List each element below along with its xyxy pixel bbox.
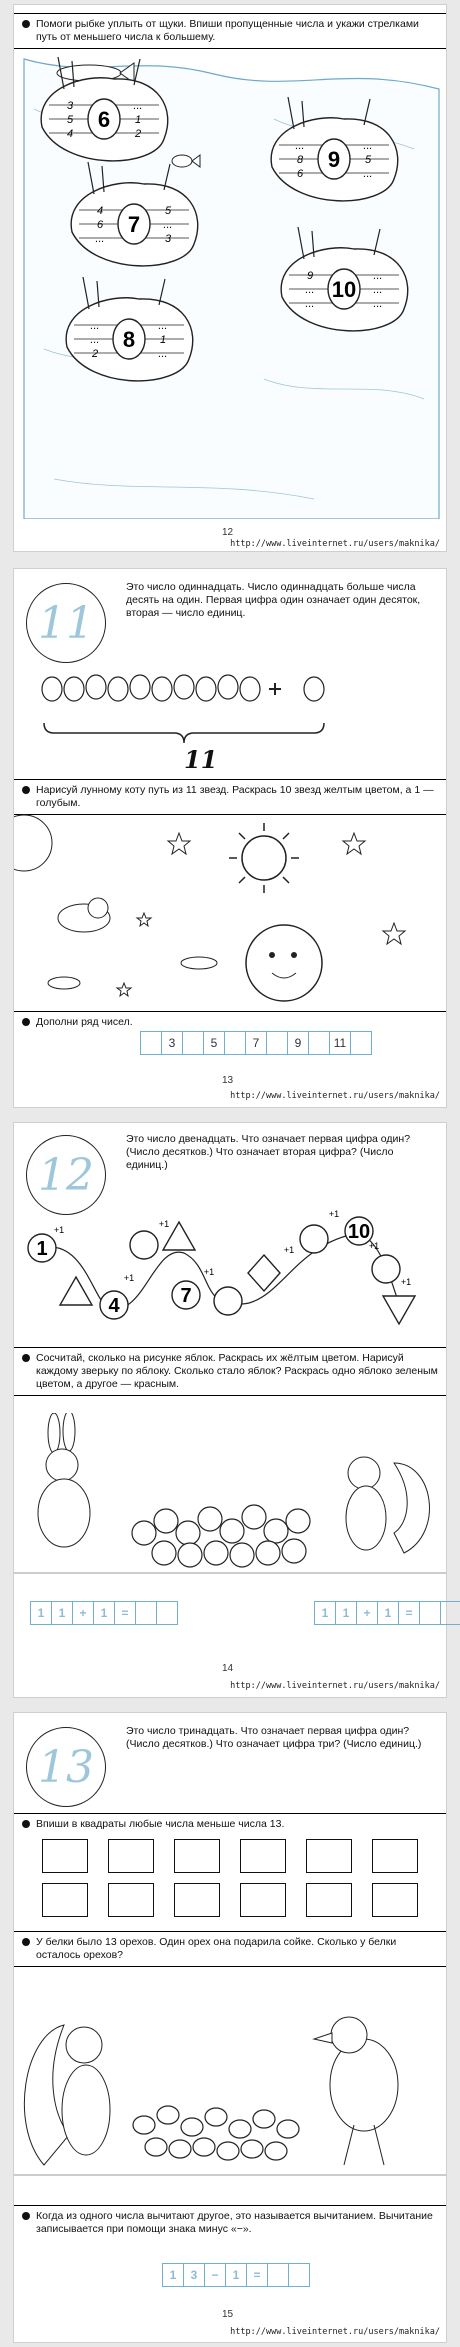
- number-sequence: [140, 1031, 372, 1055]
- space-illustration: [14, 813, 446, 1013]
- apple-icon: [230, 1543, 254, 1567]
- island-number: ...: [90, 334, 100, 346]
- island-center-number: 6: [97, 107, 111, 132]
- task-nuts-text: У белки было 13 орехов. Один орех она подарила сойке. Сколько у белки осталось орехов?: [36, 1936, 397, 1961]
- equation-cell[interactable]: [419, 1601, 440, 1625]
- answer-box[interactable]: [372, 1839, 418, 1873]
- sequence-cell[interactable]: [140, 1031, 161, 1055]
- sequence-cell[interactable]: [350, 1031, 372, 1055]
- apple-icon: [198, 1507, 222, 1531]
- task-sequence-text: Дополни ряд чисел.: [36, 1016, 133, 1028]
- sequence-cell[interactable]: [266, 1031, 287, 1055]
- island-number: 9: [306, 270, 314, 282]
- answer-boxes-row-1: [42, 1839, 418, 1873]
- plus-one-label: +1: [368, 1241, 380, 1251]
- island-number: 5: [364, 154, 372, 166]
- brace-value: 11: [184, 745, 218, 774]
- page-14: [13, 1122, 447, 1698]
- cat-astronaut-icon: [58, 898, 110, 932]
- plus-one-label: +1: [123, 1273, 135, 1283]
- chain-illustration: [14, 1193, 446, 1343]
- answer-box[interactable]: [240, 1839, 286, 1873]
- answer-box[interactable]: [306, 1839, 352, 1873]
- island: [66, 277, 193, 381]
- bullet-icon: [22, 786, 30, 794]
- bullet-icon: [22, 2212, 30, 2220]
- equation-cell[interactable]: 1: [162, 2263, 183, 2287]
- equation-cell[interactable]: 1: [377, 1601, 398, 1625]
- equation-cell[interactable]: +: [72, 1601, 93, 1625]
- task-subtraction: [14, 2205, 446, 2240]
- sequence-cell[interactable]: [224, 1031, 245, 1055]
- task-apples-text: Сосчитай, сколько на рисунке яблок. Раскрась их жёлтым цветом. Нарисуй каждому зверьку по яблоку. Сколько стало яблок? Раскрась одно яблоко зеленым цветом, а другое — красным.: [36, 1352, 438, 1390]
- apples-illustration: [14, 1413, 446, 1583]
- equation-subtraction: [162, 2263, 310, 2287]
- equation-cell[interactable]: =: [246, 2263, 267, 2287]
- island-number: ...: [158, 320, 168, 332]
- island-number: ...: [363, 140, 373, 152]
- circle-shape: [300, 1225, 328, 1253]
- equation-cell[interactable]: [135, 1601, 156, 1625]
- island-number: 1: [159, 334, 167, 346]
- plus-one-label: +1: [53, 1225, 65, 1235]
- circle-shape: [214, 1287, 242, 1315]
- task-moon-cat-text: Нарисуй лунному коту путь из 11 звезд. Раскрась 10 звезд желтым цветом, а 1 — голубым.: [36, 784, 434, 809]
- task-fish: [14, 13, 446, 49]
- island-number: 5: [164, 205, 172, 217]
- task-subtraction-text: Когда из одного числа вычитают другое, это называется вычитанием. Вычитание записывается при помощи знака минус «−».: [36, 2210, 433, 2235]
- island-number: 3: [66, 100, 74, 112]
- island-center-number: 9: [327, 147, 341, 172]
- apple-icon: [220, 1519, 244, 1543]
- island: [71, 162, 198, 266]
- brace: [44, 723, 324, 743]
- answer-box[interactable]: [174, 1839, 220, 1873]
- equation-left: [30, 1601, 178, 1625]
- equation-cell[interactable]: [440, 1601, 460, 1625]
- answer-box[interactable]: [372, 1883, 418, 1917]
- apple-icon: [178, 1543, 202, 1567]
- equation-cell[interactable]: [156, 1601, 178, 1625]
- apple-icon: [204, 1541, 228, 1565]
- big-number-12: 12: [26, 1135, 106, 1215]
- equation-cell[interactable]: +: [356, 1601, 377, 1625]
- island: [41, 57, 168, 161]
- island-number: 4: [96, 205, 104, 217]
- sequence-cell[interactable]: 7: [245, 1031, 266, 1055]
- balloons-illustration: [14, 667, 446, 759]
- nut-icon: [145, 2138, 167, 2156]
- nut-icon: [277, 2120, 299, 2138]
- nut-icon: [241, 2140, 263, 2158]
- diamond-shape: [248, 1255, 280, 1291]
- chain-number: 1: [36, 1238, 48, 1260]
- island-number: ...: [163, 219, 173, 231]
- big-number-13: 13: [26, 1727, 106, 1807]
- nut-icon: [169, 2140, 191, 2158]
- nuts: [133, 2106, 299, 2160]
- apple-icon: [256, 1541, 280, 1565]
- watermark-url: http://www.liveinternet.ru/users/maknika/: [230, 2327, 440, 2337]
- island: [281, 227, 408, 331]
- sequence-cell[interactable]: [182, 1031, 203, 1055]
- bullet-icon: [22, 1354, 30, 1362]
- intro-12: Это число двенадцать. Что означает первая цифра один? (Число десятков.) Что означает вторая цифра? (Число единиц.): [126, 1133, 411, 1171]
- bullet-icon: [22, 1938, 30, 1946]
- intro-11: Это число одиннадцать. Число одиннадцать больше числа десять на один. Первая цифра один означает один десяток, вторая — число единиц.: [126, 581, 421, 619]
- task-fish-text: Помоги рыбке уплыть от щуки. Впиши пропущенные числа и укажи стрелками путь от меньшего числа к большему.: [36, 18, 419, 43]
- page-number: 14: [222, 1663, 234, 1674]
- moon-face-icon: [246, 925, 322, 1001]
- plus-one-label: +1: [400, 1277, 412, 1287]
- answer-box[interactable]: [42, 1839, 88, 1873]
- intro-13: Это число тринадцать. Что означает первая цифра один? (Число десятков.) Что означает цифра три? (Число единиц.): [126, 1725, 422, 1750]
- triangle-shape: [60, 1277, 92, 1305]
- nut-icon: [181, 2118, 203, 2136]
- task-boxes-text: Впиши в квадраты любые числа меньше числа 13.: [36, 1818, 285, 1830]
- apple-icon: [152, 1541, 176, 1565]
- apple-icon: [132, 1521, 156, 1545]
- plus-icon: [269, 683, 281, 695]
- apples: [132, 1505, 310, 1567]
- equation-right: [314, 1601, 460, 1625]
- apple-icon: [242, 1505, 266, 1529]
- nut-icon: [253, 2110, 275, 2128]
- island-number: 2: [91, 348, 99, 360]
- island-number: 1: [134, 114, 142, 126]
- sequence-cell[interactable]: 11: [329, 1031, 350, 1055]
- island-number: 5: [66, 114, 74, 126]
- island-number: 2: [134, 128, 142, 140]
- page-12: [13, 4, 447, 552]
- island: [271, 97, 398, 201]
- ufo-icon: [48, 977, 80, 989]
- island-number: ...: [95, 233, 105, 245]
- island-number: ...: [305, 284, 315, 296]
- page-number: 13: [222, 1075, 234, 1086]
- nut-icon: [193, 2138, 215, 2156]
- island-center-number: 7: [127, 212, 141, 237]
- sun-icon: [229, 823, 299, 893]
- nut-icon: [157, 2106, 179, 2124]
- equation-cell[interactable]: 1: [314, 1601, 335, 1625]
- circle-shape: [372, 1255, 400, 1283]
- planet-icon: [14, 815, 52, 871]
- island-number: ...: [158, 348, 168, 360]
- plate-icon: [181, 957, 217, 969]
- answer-box[interactable]: [306, 1883, 352, 1917]
- answer-box[interactable]: [42, 1883, 88, 1917]
- equation-cell[interactable]: =: [114, 1601, 135, 1625]
- equation-cell[interactable]: [267, 2263, 288, 2287]
- big-number-11: 11: [26, 583, 106, 663]
- equation-cell[interactable]: 1: [225, 2263, 246, 2287]
- bullet-icon: [22, 1018, 30, 1026]
- watermark-url: http://www.liveinternet.ru/users/maknika/: [230, 1091, 440, 1101]
- squirrel-icon: [346, 1457, 429, 1553]
- island-center-number: 8: [122, 327, 136, 352]
- task-moon-cat: [14, 779, 446, 815]
- squirrel-icon: [24, 2025, 110, 2165]
- watermark-url: http://www.liveinternet.ru/users/maknika/: [230, 1681, 440, 1691]
- task-nuts: [14, 1931, 446, 1967]
- plus-one-label: +1: [158, 1219, 170, 1229]
- island-number: ...: [363, 168, 373, 180]
- equation-cell[interactable]: 1: [335, 1601, 356, 1625]
- equation-cell[interactable]: 1: [51, 1601, 72, 1625]
- nut-icon: [133, 2116, 155, 2134]
- island-center-number: 10: [331, 277, 357, 302]
- islands-layer: [14, 49, 446, 519]
- equation-cell[interactable]: 1: [30, 1601, 51, 1625]
- apple-icon: [154, 1509, 178, 1533]
- island-number: ...: [295, 140, 305, 152]
- chain-number: 4: [108, 1295, 120, 1317]
- sequence-cell[interactable]: 5: [203, 1031, 224, 1055]
- plus-one-label: +1: [328, 1209, 340, 1219]
- equation-cell[interactable]: 1: [93, 1601, 114, 1625]
- island-number: ...: [90, 320, 100, 332]
- island-number: ...: [133, 100, 143, 112]
- island-number: ...: [305, 298, 315, 310]
- island-number: 3: [164, 233, 172, 245]
- chain-number: 10: [347, 1221, 371, 1243]
- island-number: ...: [373, 270, 383, 282]
- plus-one-label: +1: [203, 1267, 215, 1277]
- answer-boxes-row-2: [42, 1883, 418, 1917]
- task-boxes: [14, 1813, 446, 1835]
- nut-icon: [229, 2120, 251, 2138]
- page-15: [13, 1712, 447, 2343]
- equation-cell[interactable]: [288, 2263, 310, 2287]
- apple-icon: [282, 1539, 306, 1563]
- sequence-cell[interactable]: 3: [161, 1031, 182, 1055]
- sequence-cell[interactable]: 9: [287, 1031, 308, 1055]
- island-number: 6: [96, 219, 104, 231]
- page-number: 12: [222, 527, 234, 538]
- answer-box[interactable]: [240, 1883, 286, 1917]
- answer-box[interactable]: [174, 1883, 220, 1917]
- apple-icon: [176, 1521, 200, 1545]
- nuts-illustration: [14, 1975, 446, 2185]
- equation-cell[interactable]: =: [398, 1601, 419, 1625]
- plus-one-label: +1: [283, 1245, 295, 1255]
- island-number: ...: [373, 284, 383, 296]
- shape-chain: [28, 1209, 415, 1324]
- island-number: 4: [66, 128, 74, 140]
- triangle-shape: [383, 1296, 415, 1324]
- apple-icon: [264, 1519, 288, 1543]
- task-apples: [14, 1347, 446, 1396]
- jay-bird-icon: [314, 2017, 398, 2165]
- rabbit-icon: [38, 1413, 90, 1547]
- nut-icon: [217, 2142, 239, 2160]
- circle-shape: [130, 1231, 158, 1259]
- island-number: 6: [296, 168, 304, 180]
- task-sequence: [14, 1011, 446, 1033]
- equation-cell[interactable]: 3: [183, 2263, 204, 2287]
- balloons: [42, 675, 324, 701]
- nut-icon: [265, 2142, 287, 2160]
- bullet-icon: [22, 20, 30, 28]
- watermark-url: http://www.liveinternet.ru/users/maknika/: [230, 539, 440, 549]
- apple-icon: [286, 1509, 310, 1533]
- answer-box[interactable]: [108, 1839, 154, 1873]
- chain-number: 7: [180, 1285, 192, 1307]
- island-number: ...: [373, 298, 383, 310]
- sequence-cell[interactable]: [308, 1031, 329, 1055]
- equation-cell[interactable]: −: [204, 2263, 225, 2287]
- nut-icon: [205, 2108, 227, 2126]
- page-13: [13, 568, 447, 1108]
- answer-box[interactable]: [108, 1883, 154, 1917]
- page-number: 15: [222, 2309, 234, 2320]
- island-number: 8: [296, 154, 304, 166]
- bullet-icon: [22, 1820, 30, 1828]
